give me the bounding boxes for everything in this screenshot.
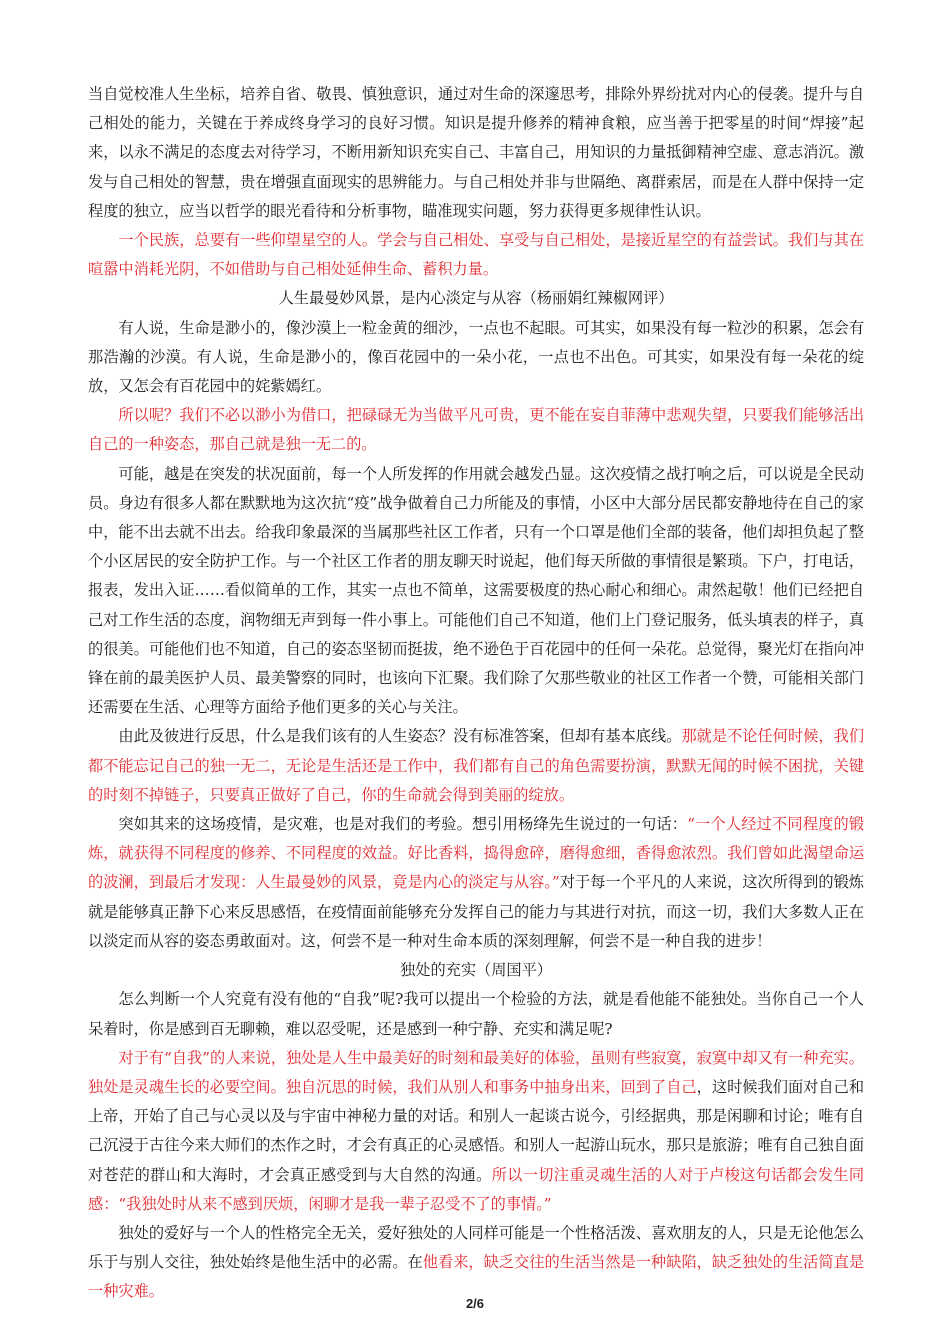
body-paragraph [88, 1219, 864, 1307]
paragraph-text: 当自觉校准人生坐标，培养自省、敬畏、慎独意识，通过对生命的深邃思考，排除外界纷扰对内心的侵袭。提升与自己相处的能力，关键在于养成终身学习的良好习惯。知识是提升修养的精神食粮，应当善于把零星的时间“焊接”起来，以永不满足的态度去对待学习，不断用新知识充实自己、丰富自己，用知识的力量抵御精神空虚、意志消沉。激发与自己相处的智慧，贵在增强直面现实的思辨能力。与自己相处并非与世隔绝、离群索居，而是在人群中保持一定程度的独立，应当以哲学的眼光看待和分析事物，瞄准现实问题，努力获得更多规律性认识。 [88, 85, 864, 220]
paragraph-text: 对于每一个平凡的人来说，这次所得到的锻炼就是能够真正静下心来反思感悟，在疫情面前能够充分发挥自己的能力与其进行对抗，而这一切，我们大多数人正在以淡定而从容的姿态勇敢面对。这，何尝不是一种对生命本质的深刻理解，何尝不是一种自我的进步！ [88, 873, 864, 950]
body-paragraph [88, 985, 864, 1043]
body-paragraph [88, 80, 864, 226]
paragraph-text: 怎么判断一个人究竟有没有他的“自我”呢?我可以提出一个检验的方法，就是看他能不能独处。当你自己一个人呆着时，你是感到百无聊赖，难以忍受呢，还是感到一种宁静、充实和满足呢? [88, 990, 864, 1038]
paragraph-text: 可能，越是在突发的状况面前，每一个人所发挥的作用就会越发凸显。这次疫情之战打响之后，可以说是全民动员。身边有很多人都在默默地为这次抗“疫”战争做着自己力所能及的事情，小区中大部分居民都安静地待在自己的家中，能不出去就不出去。给我印象最深的当属那些社区工作者，只有一个口罩是他们全部的装备，他们却担负起了整个小区居民的安全防护工作。与一个社区工作者的朋友聊天时说起，他们每天所做的事情很是繁琐。下户，打电话，报表，发出入证……看似简单的工作，其实一点也不简单，这需要极度的热心耐心和细心。肃然起敬！他们已经把自己对工作生活的态度，润物细无声到每一件小事上。可能他们自己不知道，他们上门登记服务，低头填表的样子，真的很美。可能他们也不知道，自己的姿态坚韧而挺拔，绝不逊色于百花园中的任何一朵花。总觉得，聚光灯在指向冲锋在前的最美医护人员、最美警察的同时，也该向下汇聚。我们除了欠那些敬业的社区工作者一个赞，可能相关部门还需要在生活、心理等方面给予他们更多的关心与关注。 [88, 464, 864, 717]
document-body [88, 80, 864, 1307]
paragraph-text: ，这时候我们面对自己和上帝，开始了自己与心灵以及与宇宙中神秘力量的对话。和别人一起谈古说今，引经据典，那是闲聊和讨论；唯有自己沉浸于古往今来大师们的杰作之时，才会有真正的心灵感悟。和别人一起游山玩水，那只是旅游；唯有自己独自面对苍茫的群山和大海时，才会真正感受到与大自然的沟通。 [88, 1077, 865, 1184]
emphasis-text: 所以一切注重灵魂生活的人对于卢梭这句话都会发生同感：“我独处时从来不感到厌烦，闲聊才是我一辈子忍受不了的事情。” [88, 1165, 865, 1213]
emphasis-text: “一个人经过不同程度的锻炼，就获得不同程度的修养、不同程度的效益。好比香料，捣得愈碎，磨得愈细，香得愈浓烈。我们曾如此渴望命运的波澜，到最后才发现：人生最曼妙的风景，竟是内心的淡定与从容。” [88, 815, 865, 892]
section-heading [88, 284, 864, 313]
section-heading [88, 956, 864, 985]
emphasis-text: 所以呢？我们不必以渺小为借口，把碌碌无为当做平凡可贵，更不能在妄自菲薄中悲观失望，只要我们能够活出自己的一种姿态，那自己就是独一无二的。 [88, 406, 864, 454]
body-paragraph [88, 1044, 864, 1219]
paragraph-text: 独处的爱好与一个人的性格完全无关，爱好独处的人同样可能是一个性格活泼、喜欢朋友的人，只是无论他怎么乐于与别人交往，独处始终是他生活中的必需。在 [88, 1223, 864, 1272]
paragraph-text: 由此及彼进行反思，什么是我们该有的人生姿态？没有标准答案，但却有基本底线。 [118, 727, 682, 746]
body-paragraph [88, 314, 864, 402]
paragraph-text: 独处的充实（周国平） [400, 961, 552, 980]
body-paragraph [88, 226, 864, 284]
emphasis-text: 他看来，缺乏交往的生活当然是一种缺陷，缺乏独处的生活简直是一种灾难。 [88, 1253, 865, 1301]
paragraph-text: 人生最曼妙风景，是内心淡定与从容（杨丽娟红辣椒网评） [278, 289, 674, 308]
emphasis-text: 那就是不论任何时候，我们都不能忘记自己的独一无二，无论是生活还是工作中，我们都有自己的角色需要扮演，默默无闻的时候不困扰，关键的时刻不掉链子，只要真正做好了自己，你的生命就会得到美丽的绽放。 [88, 727, 865, 804]
emphasis-text: 对于有“自我”的人来说，独处是人生中最美好的时刻和最美好的体验，虽则有些寂寞，寂寞中却又有一种充实。独处是灵魂生长的必要空间。独自沉思的时候，我们从别人和事务中抽身出来，回到了自己 [88, 1048, 864, 1096]
body-paragraph [88, 401, 864, 459]
emphasis-text: 一个民族，总要有一些仰望星空的人。学会与自己相处、享受与自己相处，是接近星空的有益尝试。我们与其在喧嚣中消耗光阴，不如借助与自己相处延伸生命、蓄积力量。 [88, 231, 864, 279]
body-paragraph [88, 810, 864, 956]
body-paragraph [88, 722, 864, 810]
paragraph-text: 突如其来的这场疫情，是灾难，也是对我们的考验。想引用杨绛先生说过的一句话： [118, 815, 688, 834]
body-paragraph [88, 460, 864, 723]
page-number: 2/6 [465, 1296, 485, 1311]
paragraph-text: 有人说，生命是渺小的，像沙漠上一粒金黄的细沙，一点也不起眼。可其实，如果没有每一粒沙的积累，怎会有那浩瀚的沙漠。有人说，生命是渺小的，像百花园中的一朵小花，一点也不出色。可其实，如果没有每一朵花的绽放，又怎会有百花园中的姹紫嫣红。 [88, 318, 864, 396]
